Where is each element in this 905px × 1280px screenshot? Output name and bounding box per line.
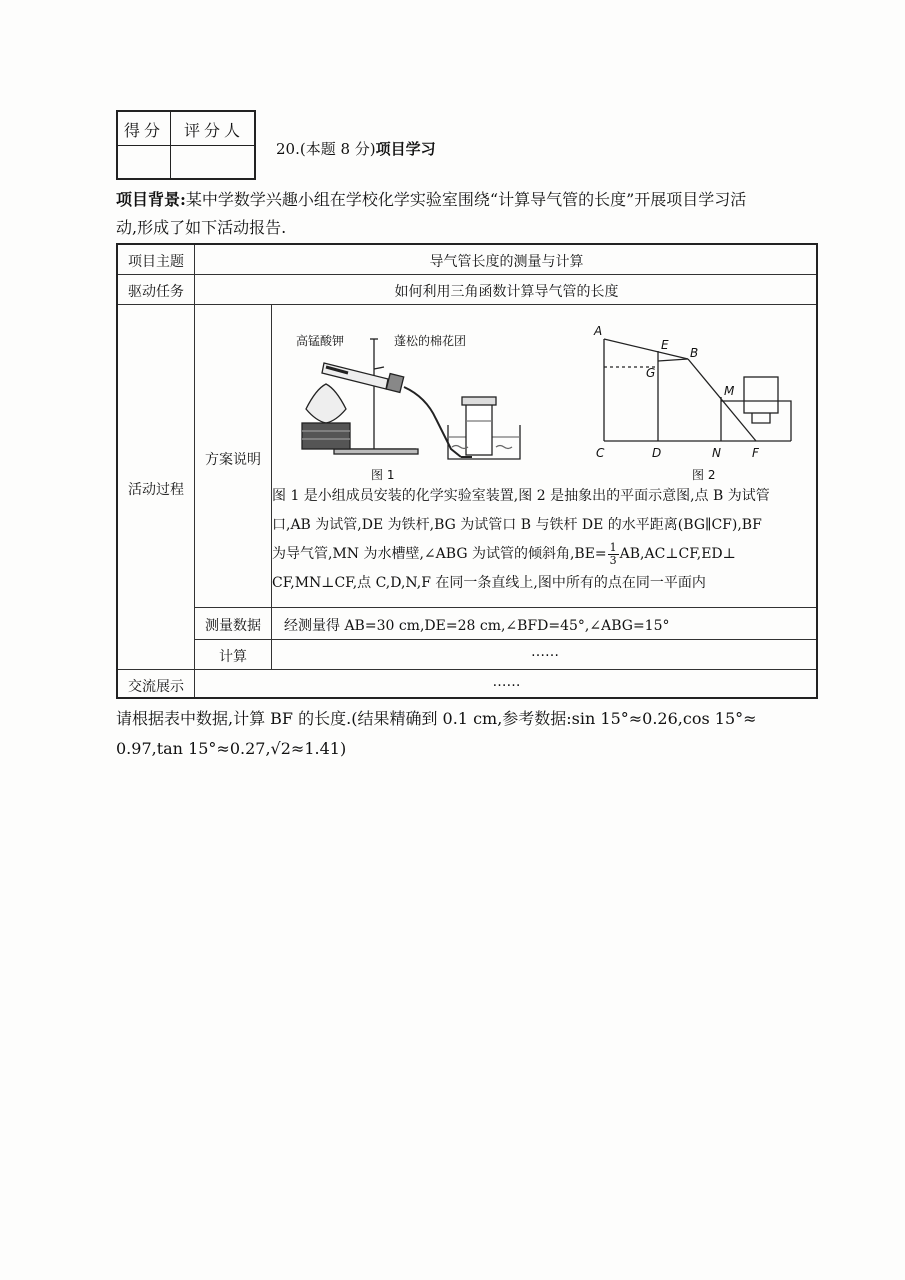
table-rule [194, 639, 816, 640]
measure-label: 测量数据 [205, 618, 261, 634]
theme-label: 项目主题 [128, 254, 184, 270]
show-label: 交流展示 [128, 679, 184, 695]
segment-AB [604, 339, 688, 359]
desc-line-1: 图 1 是小组成员安装的化学实验室装置,图 2 是抽象出的平面示意图,点 B 为试管 [272, 488, 770, 504]
question-prompt [116, 704, 822, 764]
point-G: G [646, 366, 656, 380]
task-label: 驱动任务 [128, 284, 184, 300]
fraction-one-third [608, 542, 619, 567]
desc-line-3 [272, 540, 812, 569]
score-label: 得分 [123, 121, 164, 140]
activity-report-table [116, 243, 818, 699]
point-D: D [652, 446, 662, 460]
table-rule [118, 669, 816, 670]
prompt-line-1: 请根据表中数据,计算 BF 的长度.(结果精确到 0.1 cm,参考数据:sin 15°≈0.26,cos 15°≈ [116, 709, 757, 728]
point-M: M [724, 384, 735, 398]
calc-label: 计算 [219, 649, 247, 665]
question-topic: 项目学习 [375, 140, 436, 158]
calc-value: …… [531, 644, 559, 660]
point-C: C [596, 446, 605, 460]
plan-description [272, 482, 812, 598]
desc-line-4: CF,MN⊥CF,点 C,D,N,F 在同一条直线上,图中所有的点在同一平面内 [272, 575, 706, 591]
fraction-denominator: 3 [609, 553, 617, 567]
figure-1-apparatus [276, 309, 536, 484]
grader-label: 评分人 [183, 121, 244, 140]
point-E: E [661, 338, 669, 352]
question-number: 20.(本题 8 分) [276, 140, 376, 158]
theme-value: 导气管长度的测量与计算 [429, 254, 584, 270]
prompt-line-2: 0.97,tan 15°≈0.27,√2≈1.41) [116, 739, 347, 758]
measure-value: 经测量得 AB=30 cm,DE=28 cm,∠BFD=45°,∠ABG=15° [284, 618, 670, 634]
fraction-numerator: 1 [609, 540, 617, 554]
background-paragraph [116, 186, 822, 242]
background-label: 项目背景: [116, 190, 186, 209]
desc-line-3a: 为导气管,MN 为水槽壁,∠ABG 为试管的倾斜角,BE= [272, 546, 607, 562]
segment-GB [658, 359, 688, 361]
fig1-label-left: 高锰酸钾 [296, 334, 345, 348]
fig1-label-right: 蓬松的棉花团 [394, 334, 467, 348]
plan-label: 方案说明 [205, 452, 261, 468]
score-box [116, 110, 256, 180]
point-N: N [712, 446, 721, 460]
desc-line-2: 口,AB 为试管,DE 为铁杆,BG 为试管口 B 与铁杆 DE 的水平距离(BG∥CF),BF [272, 517, 762, 533]
table-rule [194, 607, 816, 608]
point-A: A [594, 324, 603, 338]
figure-2-diagram [586, 309, 816, 484]
process-label: 活动过程 [128, 482, 184, 498]
point-F: F [752, 446, 759, 460]
fig2-caption: 图 2 [692, 468, 716, 482]
segment-BF [688, 359, 756, 441]
table-rule [118, 304, 816, 305]
question-title [276, 138, 436, 159]
score-box-divider [118, 145, 254, 146]
task-value: 如何利用三角函数计算导气管的长度 [394, 284, 619, 300]
fig1-caption: 图 1 [371, 468, 395, 482]
desc-line-3b: AB,AC⊥CF,ED⊥ [619, 546, 736, 562]
background-text-line2: 动,形成了如下活动报告. [116, 218, 287, 237]
point-B: B [690, 346, 699, 360]
show-value: …… [492, 674, 521, 690]
table-rule [118, 274, 816, 275]
background-text-line1: 某中学数学兴趣小组在学校化学实验室围绕“计算导气管的长度”开展项目学习活 [185, 190, 747, 209]
